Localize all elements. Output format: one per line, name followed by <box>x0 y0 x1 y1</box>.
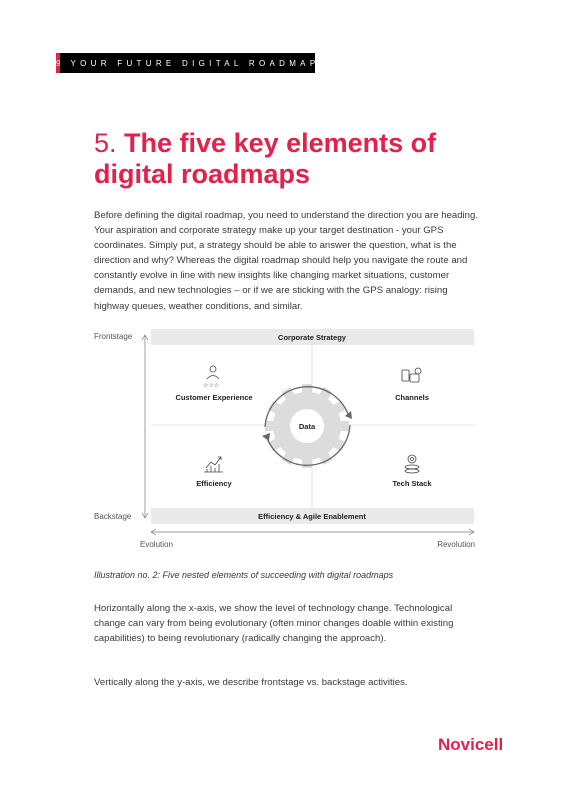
title-number: 5. <box>94 128 117 158</box>
paragraph-x-axis: Horizontally along the x-axis, we show the level of technology change. Technological change can vary from being evolutionary (often minor changes doable within existing capabilities) to being revolutionary (radically changing the approach). <box>94 603 454 645</box>
cycle-arrowhead-top <box>345 411 352 419</box>
page-title <box>94 128 494 190</box>
quadrant-bottom-left-label: Efficiency <box>196 479 232 488</box>
header-bar <box>56 53 320 73</box>
paragraph-y-axis: Vertically along the y-axis, we describe frontstage vs. backstage activities. <box>94 677 408 688</box>
title-text: The five key elements of digital roadmaps <box>94 128 437 189</box>
illustration-caption: Illustration no. 2: Five nested elements of succeeding with digital roadmaps <box>94 570 394 580</box>
y-bottom-label: Backstage <box>94 512 132 521</box>
quadrant-bottom-right-label: Tech Stack <box>392 479 432 488</box>
bottom-band-label: Efficiency & Agile Enablement <box>258 512 366 521</box>
server-stack-icon <box>405 455 419 473</box>
novicell-logo <box>438 733 518 755</box>
growth-chart-icon <box>204 457 223 472</box>
devices-icon <box>402 368 421 382</box>
cycle-arrowhead-bottom <box>262 433 270 441</box>
quadrant-top-right-label: Channels <box>395 393 429 402</box>
x-right-label: Revolution <box>437 540 475 549</box>
page-number: 9 <box>56 53 60 73</box>
svg-text:☆☆☆: ☆☆☆ <box>203 383 220 389</box>
customer-rating-icon <box>203 366 219 389</box>
center-label: Data <box>298 422 316 431</box>
roadmap-diagram <box>0 325 571 555</box>
top-band-label: Corporate Strategy <box>278 333 346 342</box>
quadrant-top-left-label: Customer Experience <box>175 393 253 402</box>
x-left-label: Evolution <box>140 540 173 549</box>
y-top-label: Frontstage <box>94 332 133 341</box>
logo-text: Novicell <box>438 735 504 754</box>
intro-paragraph: Before defining the digital roadmap, you need to understand the direction you are heading. Your aspiration and corporate strategy make up your target destination - your GPS coordinates. Simply put, a strategy should be able to answer the question, what is the direction and why? Whereas the digital roadmap should help you navigate the route and constantly evolve in line with new insights like changing market situations, customer demands, and new technologies – or if we are sticking with the GPS analogy: rising highway queues, weather conditions, and similar. <box>94 210 479 312</box>
section-title: YOUR FUTURE DIGITAL ROADMAP <box>70 58 320 68</box>
